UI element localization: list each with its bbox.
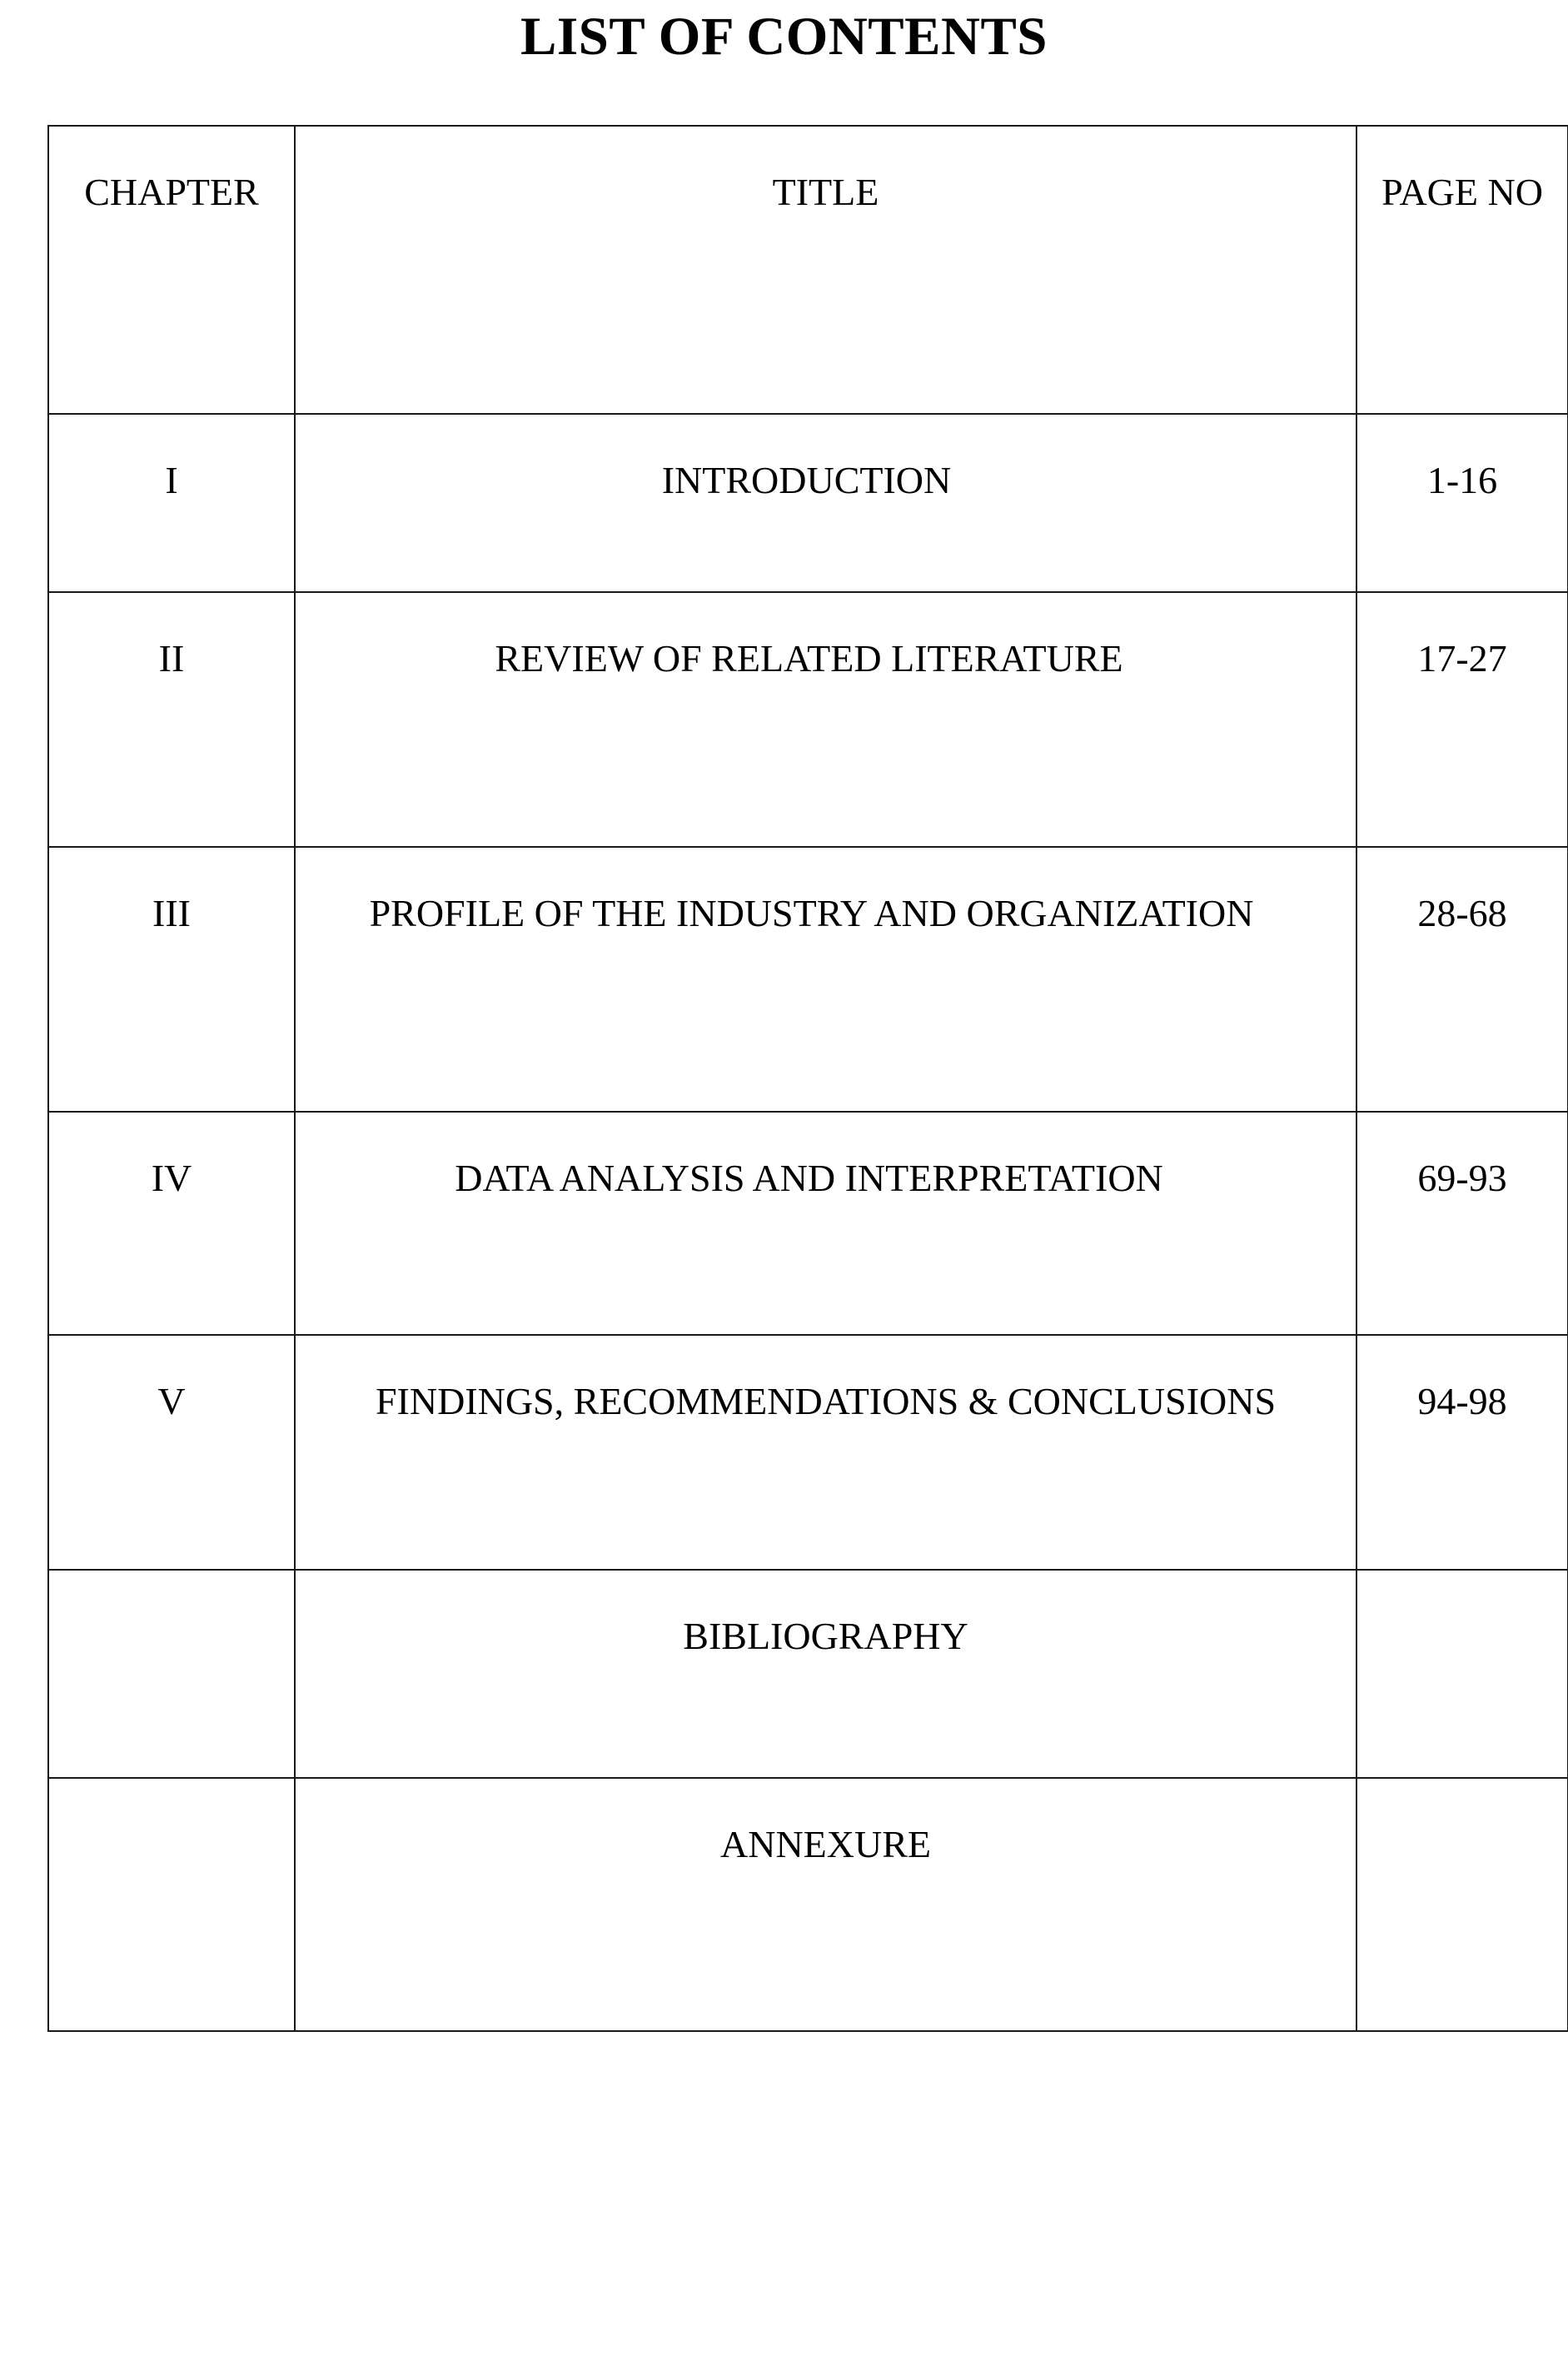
chapter-cell: III [48, 847, 295, 1112]
title-cell: BIBLIOGRAPHY [295, 1570, 1356, 1778]
title-cell: FINDINGS, RECOMMENDATIONS & CONCLUSIONS [295, 1335, 1356, 1570]
chapter-cell: IV [48, 1112, 295, 1335]
header-chapter: CHAPTER [48, 126, 295, 414]
page-cell [1356, 1778, 1568, 2031]
page-cell [1356, 1570, 1568, 1778]
page-cell: 28-68 [1356, 847, 1568, 1112]
contents-table [47, 125, 1568, 2032]
title-cell: ANNEXURE [295, 1778, 1356, 2031]
table-row [48, 1112, 1568, 1335]
title-cell: INTRODUCTION [295, 414, 1356, 592]
table-row [48, 1778, 1568, 2031]
table-header-row [48, 126, 1568, 414]
title-cell: DATA ANALYSIS AND INTERPRETATION [295, 1112, 1356, 1335]
page-cell: 1-16 [1356, 414, 1568, 592]
chapter-cell [48, 1570, 295, 1778]
chapter-cell: V [48, 1335, 295, 1570]
chapter-cell: I [48, 414, 295, 592]
header-title: TITLE [295, 126, 1356, 414]
table-row [48, 1570, 1568, 1778]
page-cell: 94-98 [1356, 1335, 1568, 1570]
header-page-no: PAGE NO [1356, 126, 1568, 414]
chapter-cell: II [48, 592, 295, 847]
title-cell: PROFILE OF THE INDUSTRY AND ORGANIZATION [295, 847, 1356, 1112]
page-cell: 17-27 [1356, 592, 1568, 847]
table-row [48, 1335, 1568, 1570]
table-row [48, 847, 1568, 1112]
page-title: LIST OF CONTENTS [520, 7, 1048, 67]
chapter-cell [48, 1778, 295, 2031]
table-row [48, 592, 1568, 847]
table-row [48, 414, 1568, 592]
title-cell: REVIEW OF RELATED LITERATURE [295, 592, 1356, 847]
page-cell: 69-93 [1356, 1112, 1568, 1335]
